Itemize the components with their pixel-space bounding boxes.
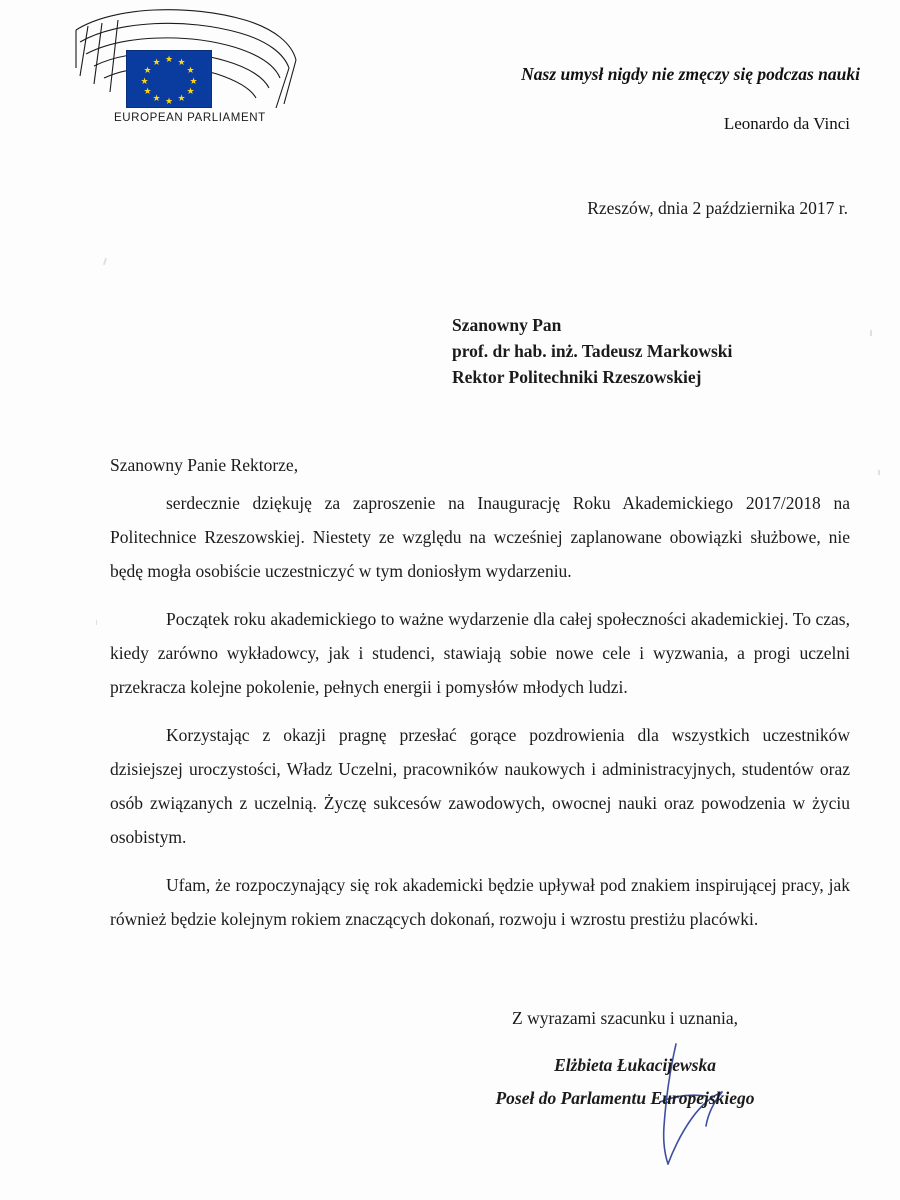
letterhead-institution-label: EUROPEAN PARLIAMENT	[114, 112, 266, 124]
place-and-date: Rzeszów, dnia 2 października 2017 r.	[587, 198, 848, 218]
addressee-block	[452, 312, 732, 390]
addressee-line-3: Rektor Politechniki Rzeszowskiej	[452, 367, 702, 387]
body-paragraph-2: Początek roku akademickiego to ważne wydarzenie dla całej społeczności akademickiej. To czas, kiedy zarówno wykładowcy, jak i studenci, stawiają sobie nowe cele i wyzwania, a progi uczelni przekracza kolejne pokolenie, pełnych energii i pomysłów młodych ludzi.	[110, 609, 850, 697]
body-paragraph-4: Ufam, że rozpoczynający się rok akademicki będzie upływał pod znakiem inspirującej pracy, jak również będzie kolejnym rokiem znaczących dokonań, rozwoju i wzrostu prestiżu placówki.	[110, 875, 850, 929]
scan-speck	[878, 470, 880, 475]
epigraph-quote: Nasz umysł nigdy nie zmęczy się podczas nauki	[521, 64, 860, 84]
addressee-line-2: prof. dr hab. inż. Tadeusz Markowski	[452, 341, 733, 361]
addressee-line-1: Szanowny Pan	[452, 315, 562, 335]
letterhead	[70, 8, 330, 128]
scan-speck	[96, 620, 97, 625]
closing-line: Z wyrazami szacunku i uznania,	[512, 1008, 738, 1028]
body-paragraph-1: serdecznie dziękuję za zaproszenie na Inaugurację Roku Akademickiego 2017/2018 na Politechnice Rzeszowskiej. Niestety ze względu na wcześniej zaplanowane obowiązki służbowe, nie będę mogła osobiście uczestniczyć w tym doniosłym wydarzeniu.	[110, 493, 850, 581]
signature-title: Poseł do Parlamentu Europejskiego	[495, 1088, 755, 1108]
letter-body	[110, 486, 850, 936]
body-paragraph-3: Korzystając z okazji pragnę przesłać gorące pozdrowienia dla wszystkich uczestników dzisiejszej uroczystości, Władz Uczelni, pracowników naukowych i administracyjnych, studentów oraz osób związanych z uczelnią. Życzę sukcesów zawodowych, owocnej nauki oraz powodzenia w życiu osobistym.	[110, 725, 850, 847]
scan-speck	[103, 258, 107, 265]
signature-name: Elżbieta Łukacijewska	[554, 1055, 716, 1075]
scan-speck	[870, 330, 872, 336]
salutation: Szanowny Panie Rektorze,	[110, 455, 299, 475]
eu-flag-icon: ★ ★ ★ ★ ★ ★ ★ ★ ★ ★ ★ ★	[126, 50, 212, 108]
epigraph-author: Leonardo da Vinci	[723, 114, 850, 133]
